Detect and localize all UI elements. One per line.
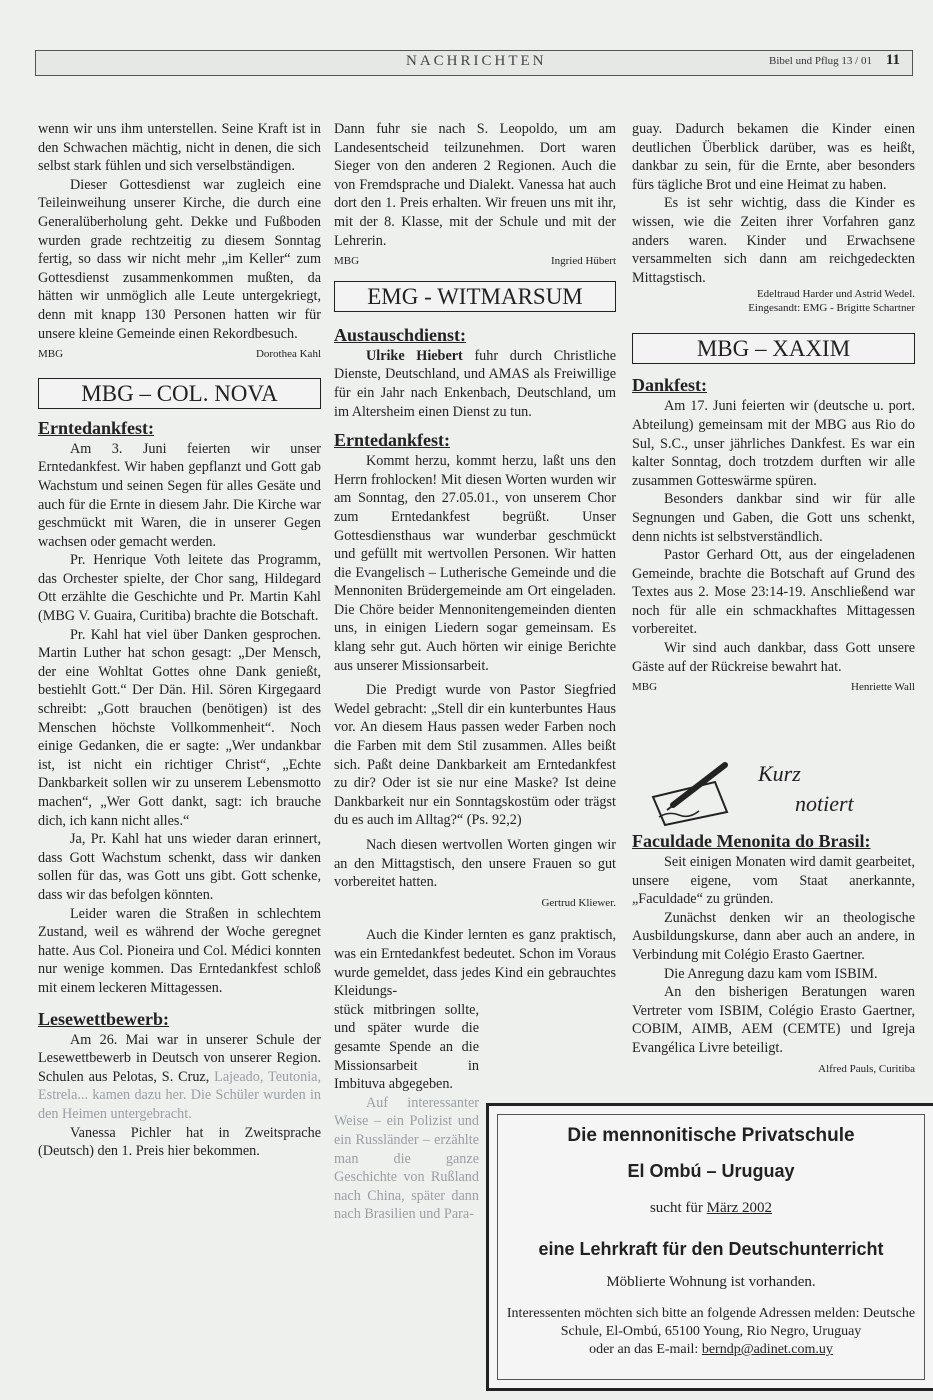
ad-position: eine Lehrkraft für den Deutschunterricht: [538, 1239, 884, 1259]
paragraph: Die Predigt wurde von Pastor Siegfried Wedel gebracht: „Stell dir ein kunterbuntes Haus vor. An diesem Haus passen weder Farben noch die Farben mit dem Stil zusammen. Alles beißt sich. Paßt deine Dankbarkeit am Erntedankfest zu dir? Oder ist sie nur eine Maske? Ist deine Dankbarkeit nur ein Sonntagskostüm oder trägst du es auch im Alltag?“ (Ps. 92,2): [334, 682, 616, 829]
kurz-notiert-graphic: [645, 757, 915, 827]
sig-org: MBG: [632, 681, 658, 694]
sig-author: Ingried Hübert: [550, 255, 616, 268]
signature: [632, 678, 915, 697]
subheading: Dankfest:: [632, 375, 707, 396]
sig-author: Gertrud Kliewer.: [541, 896, 616, 909]
ad-contact: Interessenten möchten sich bitte an folgende Adressen melden: Deutsche Schule, El-Ombú, 65100 Young, Rio Negro, Uruguay: [506, 1306, 916, 1339]
page-number: 11: [885, 52, 900, 68]
section-box-heading: EMG - WITMARSUM: [334, 281, 616, 312]
sig-org: MBG: [38, 348, 64, 361]
paragraph: wenn wir uns ihm unterstellen. Seine Kraft ist in den Schwachen mächtig, nicht in denen, die sich selbst stark fühlen und sich verselbständigen.: [38, 121, 321, 175]
subheading: Lesewettbewerb:: [38, 1008, 169, 1029]
person-name: Ulrike Hiebert: [366, 347, 463, 364]
section-box-heading: MBG – COL. NOVA: [38, 378, 321, 409]
signature: [334, 252, 616, 271]
ad-search-date: [498, 1200, 924, 1217]
section-box-heading: MBG – XAXIM: [632, 333, 915, 364]
paragraph: An den bisherigen Beratungen waren Vertreter vom ISBIM, Colégio Erasto Gaertner, COBIM, AIMB, AEM (CEMTE) und Igreja Evangélica Livre beteiligt.: [632, 984, 915, 1056]
text-part-faded: Lajeado, Teutonia, Estrela... kamen dazu her. Die Schüler wurden in den Heimen untergebracht.: [38, 1068, 321, 1122]
ad-location: El Ombú – Uruguay: [627, 1161, 795, 1181]
paragraph: Kommt herzu, kommt herzu, laßt uns den Herrn frohlocken! Mit diesen Worten wurden wir am Sonntag, den 27.05.01., von unserem Chor zum Erntedankfest begrüßt. Unser Gottesdiensthaus war wunderbar geschmückt und gefüllt mit wertvollen Personen. Wir hatten die Evangelisch – Lutherische Gemeinde und die Mennoniten Brüdergemeinde am Ort eingeladen. Die Chöre beider Mennonitengemeinden dienten uns, in einigen Liedern sogar gemeinsam. Es klang sehr gut. Auch hörten wir einige Berichte aus unserer Missionsarbeit.: [334, 453, 616, 674]
text-part: fuhr durch Christliche Dienste, Deutschland, und AMAS als Freiwillige für ein Jahr nach Enkenbach, Deutschland, um im Altersheim einen Dienst zu tun.: [334, 347, 616, 420]
paragraph: Die Anregung dazu kam vom ISBIM.: [664, 965, 878, 982]
notiert-word: notiert: [795, 791, 854, 816]
paragraph: [38, 1031, 321, 1124]
ad-inner-frame: [497, 1114, 925, 1380]
job-advertisement: [486, 1103, 933, 1391]
signature: [38, 345, 321, 364]
sig-org: MBG: [334, 255, 360, 268]
paragraph: Pr. Kahl hat viel über Danken gesprochen. Martin Luther hat schon gesagt: „Der Mensch, der eine Wohltat Gottes ohne Dank genießt, bestiehlt Gott.“ Der Dän. Hil. Sören Kirgegaard schreibt: „Gott brauchen (benötigen) ist des Menschen höchste Vollkommenheit“. Noch einige Gedanken, die er sagte: „Wer undankbar ist, ist nicht ein richtiger Christ“, „Echte Dankbarkeit sollen wir zu unserem Lebensmotto machen“, „Wer Gott dankt, sagt: ich brauche dich, ich kann nicht alles.“: [38, 626, 321, 829]
ad-text: sucht für: [649, 1200, 707, 1216]
ad-email-link[interactable]: berndp@adinet.com.uy: [701, 1342, 833, 1357]
paragraph: Besonders dankbar sind wir für alle Segnungen und Gaben, die Gott uns schenkt, denn nichts ist selbstverständlich.: [632, 491, 915, 545]
paragraph: Leider waren die Straßen in schlechtem Zustand, weil es während der Woche geregnet hatte. Aus Col. Pioneira und Col. Médici konnten nur wenige kommen. Das Erntedankfest schloß mit einem leckeren Mittagessen.: [38, 905, 321, 996]
sig-author: Henriette Wall: [851, 681, 915, 694]
subheading: Erntedankfest:: [38, 417, 154, 438]
signature: [334, 894, 616, 913]
kurz-word: Kurz: [758, 761, 801, 786]
column-3-lower: [632, 828, 915, 1082]
narrow-column-text: [334, 1001, 479, 1224]
ad-email-line: [498, 1341, 924, 1359]
ad-housing: Möblierte Wohnung ist vorhanden.: [606, 1274, 816, 1290]
paragraph: Auch die Kinder lernten es ganz praktisch, was ein Erntedankfest bedeutet. Schon im Voraus wurde gemeldet, dass jedes Kind ein gebrauchtes Kleidungs-: [334, 927, 616, 1000]
paragraph: Wir sind auch dankbar, dass Gott unsere Gäste auf der Rückreise bewahrt hat.: [632, 640, 915, 675]
magazine-issue: Bibel und Pflug 13 / 01: [769, 55, 872, 67]
column-1: [38, 120, 321, 1161]
credit-line: Eingesandt: EMG - Brigitte Schartner: [748, 302, 915, 315]
subheading: Austauschdienst:: [334, 324, 467, 345]
paragraph: Zunächst denken wir an theologische Ausbildungskurse, dann aber auch an andere, in Verbindung mit Colégio Erasto Gaertner.: [632, 909, 915, 963]
subheading: Erntedankfest:: [334, 430, 450, 451]
paragraph: Pr. Henrique Voth leitete das Programm, das Orchester spielte, der Chor sang, Hildegard Ott erzählte die Geschichte und Pr. Martin Kahl (MBG V. Guaira, Curitiba) brachte die Botschaft.: [38, 552, 321, 625]
paragraph: Pastor Gerhard Ott, aus der eingeladenen Gemeinde, brachte die Botschaft auf Grund des Textes aus 2. Mose 23:14-19. Anschließend war noch für alle ein schmackhaftes Mittagessen vorbereitet.: [632, 547, 915, 638]
subheading: Faculdade Menonita do Brasil:: [632, 831, 871, 851]
credit-line: Edeltraud Harder und Astrid Wedel.: [756, 288, 915, 301]
signature: [632, 1060, 915, 1079]
paragraph: Dann fuhr sie nach S. Leopoldo, um am Landesentscheid teilzunehmen. Dort waren Sieger von den anderen 2 Regionen. Auch die von Fremdsprache und Dialekt. Vanessa hat auch dort den 1. Preis erhalten. Wir freuen uns mit ihr, mit der 8. Klasse, mit der Schule und mit der Lehrerin.: [334, 121, 616, 249]
ad-school-name: Die mennonitische Privatschule: [567, 1125, 855, 1146]
paragraph: [334, 347, 616, 421]
paragraph: Es ist sehr wichtig, dass die Kinder es wissen, wie die Zeiten ihrer Vorfahren ganz anders waren. Kinder und Erwachsene versammelten sich dann am reichgedeckten Mittagstisch.: [632, 195, 915, 286]
ad-date: März 2002: [706, 1200, 773, 1216]
paragraph: Am 17. Juni feierten wir (deutsche u. port. Abteilung) gemeinsam mit der MBG aus Rio do Sul, S.C., unser jährliches Dankfest. Es war ein kalter Sonntag, doch trotzdem durften wir alle zusammen Gotteswärme spüren.: [632, 398, 915, 489]
page-header: [35, 50, 913, 76]
column-3: [632, 120, 915, 701]
paragraph: Auf interessanter Weise – ein Polizist und ein Russländer – erzählte man die ganze Geschichte von Rußland nach China, später dann nach Brasilien und Para-: [334, 1094, 479, 1223]
paragraph: Dieser Gottesdienst war zugleich eine Teileinweihung unserer Kirche, die durch eine Generalüberholung geht. Dekke und Fußboden wurden grade rechtzeitig zu diesem Sonntag fertig, so dass wir nicht mehr „im Keller“ zum Gottesdienst zusammenkommen mußten, da hätten wir unmöglich alle Leute untergekriegt, denn mit knapp 130 Personen hatten wir für unsere kleine Gemeinde einen Rekordbesuch.: [38, 176, 321, 342]
ad-text: oder an das E-mail:: [589, 1342, 702, 1357]
sig-author: Dorothea Kahl: [255, 348, 321, 361]
sig-author: Alfred Pauls, Curitiba: [818, 1062, 915, 1075]
column-2: [334, 120, 616, 1224]
paragraph: Vanessa Pichler hat in Zweitsprache (Deutsch) den 1. Preis hier bekommen.: [38, 1124, 321, 1160]
paragraph: Nach diesen wertvollen Worten gingen wir an den Mittagstisch, den unsere Frauen so gut vorbereitet hatten.: [334, 837, 616, 891]
paragraph: Ja, Pr. Kahl hat uns wieder daran erinnert, dass Gott Wachstum schenkt, dass wir danken sollen für das, was Gott uns gibt. Gott schenke, dass wir das befolgen könnten.: [38, 831, 321, 903]
paragraph: Am 3. Juni feierten wir unser Erntedankfest. Wir haben gepflanzt und Gott gab Wachstum und seinen Segen für alles Gesäte und auch für die Ernte in diesem Jahr. Die Kirche war geschmückt mit Waren, die in unserer Gegen wachsen oder gemacht werden.: [38, 440, 321, 550]
paragraph: guay. Dadurch bekamen die Kinder einen deutlichen Überblick darüber, was es heißt, dankbar zu sein, für die Ernte, aber besonders fürs tägliche Brot und eine Heimat zu haben.: [632, 121, 915, 193]
paragraph: Seit einigen Monaten wird damit gearbeitet, unsere eigene, vom Staat anerkannte, „Faculdade“ zu gründen.: [632, 854, 915, 908]
section-title: NACHRICHTEN: [406, 53, 547, 69]
paragraph: stück mitbringen sollte, und später wurde die gesamte Spende an die Missionsarbeit in Imbituva abgegeben.: [334, 1001, 479, 1093]
pen-paper-icon: [645, 757, 735, 827]
text-part: Am 26. Mai war in unserer Schule der Lesewettbewerb in Deutsch von unserer Region. Schulen aus Pelotas, S. Cruz,: [38, 1031, 321, 1085]
